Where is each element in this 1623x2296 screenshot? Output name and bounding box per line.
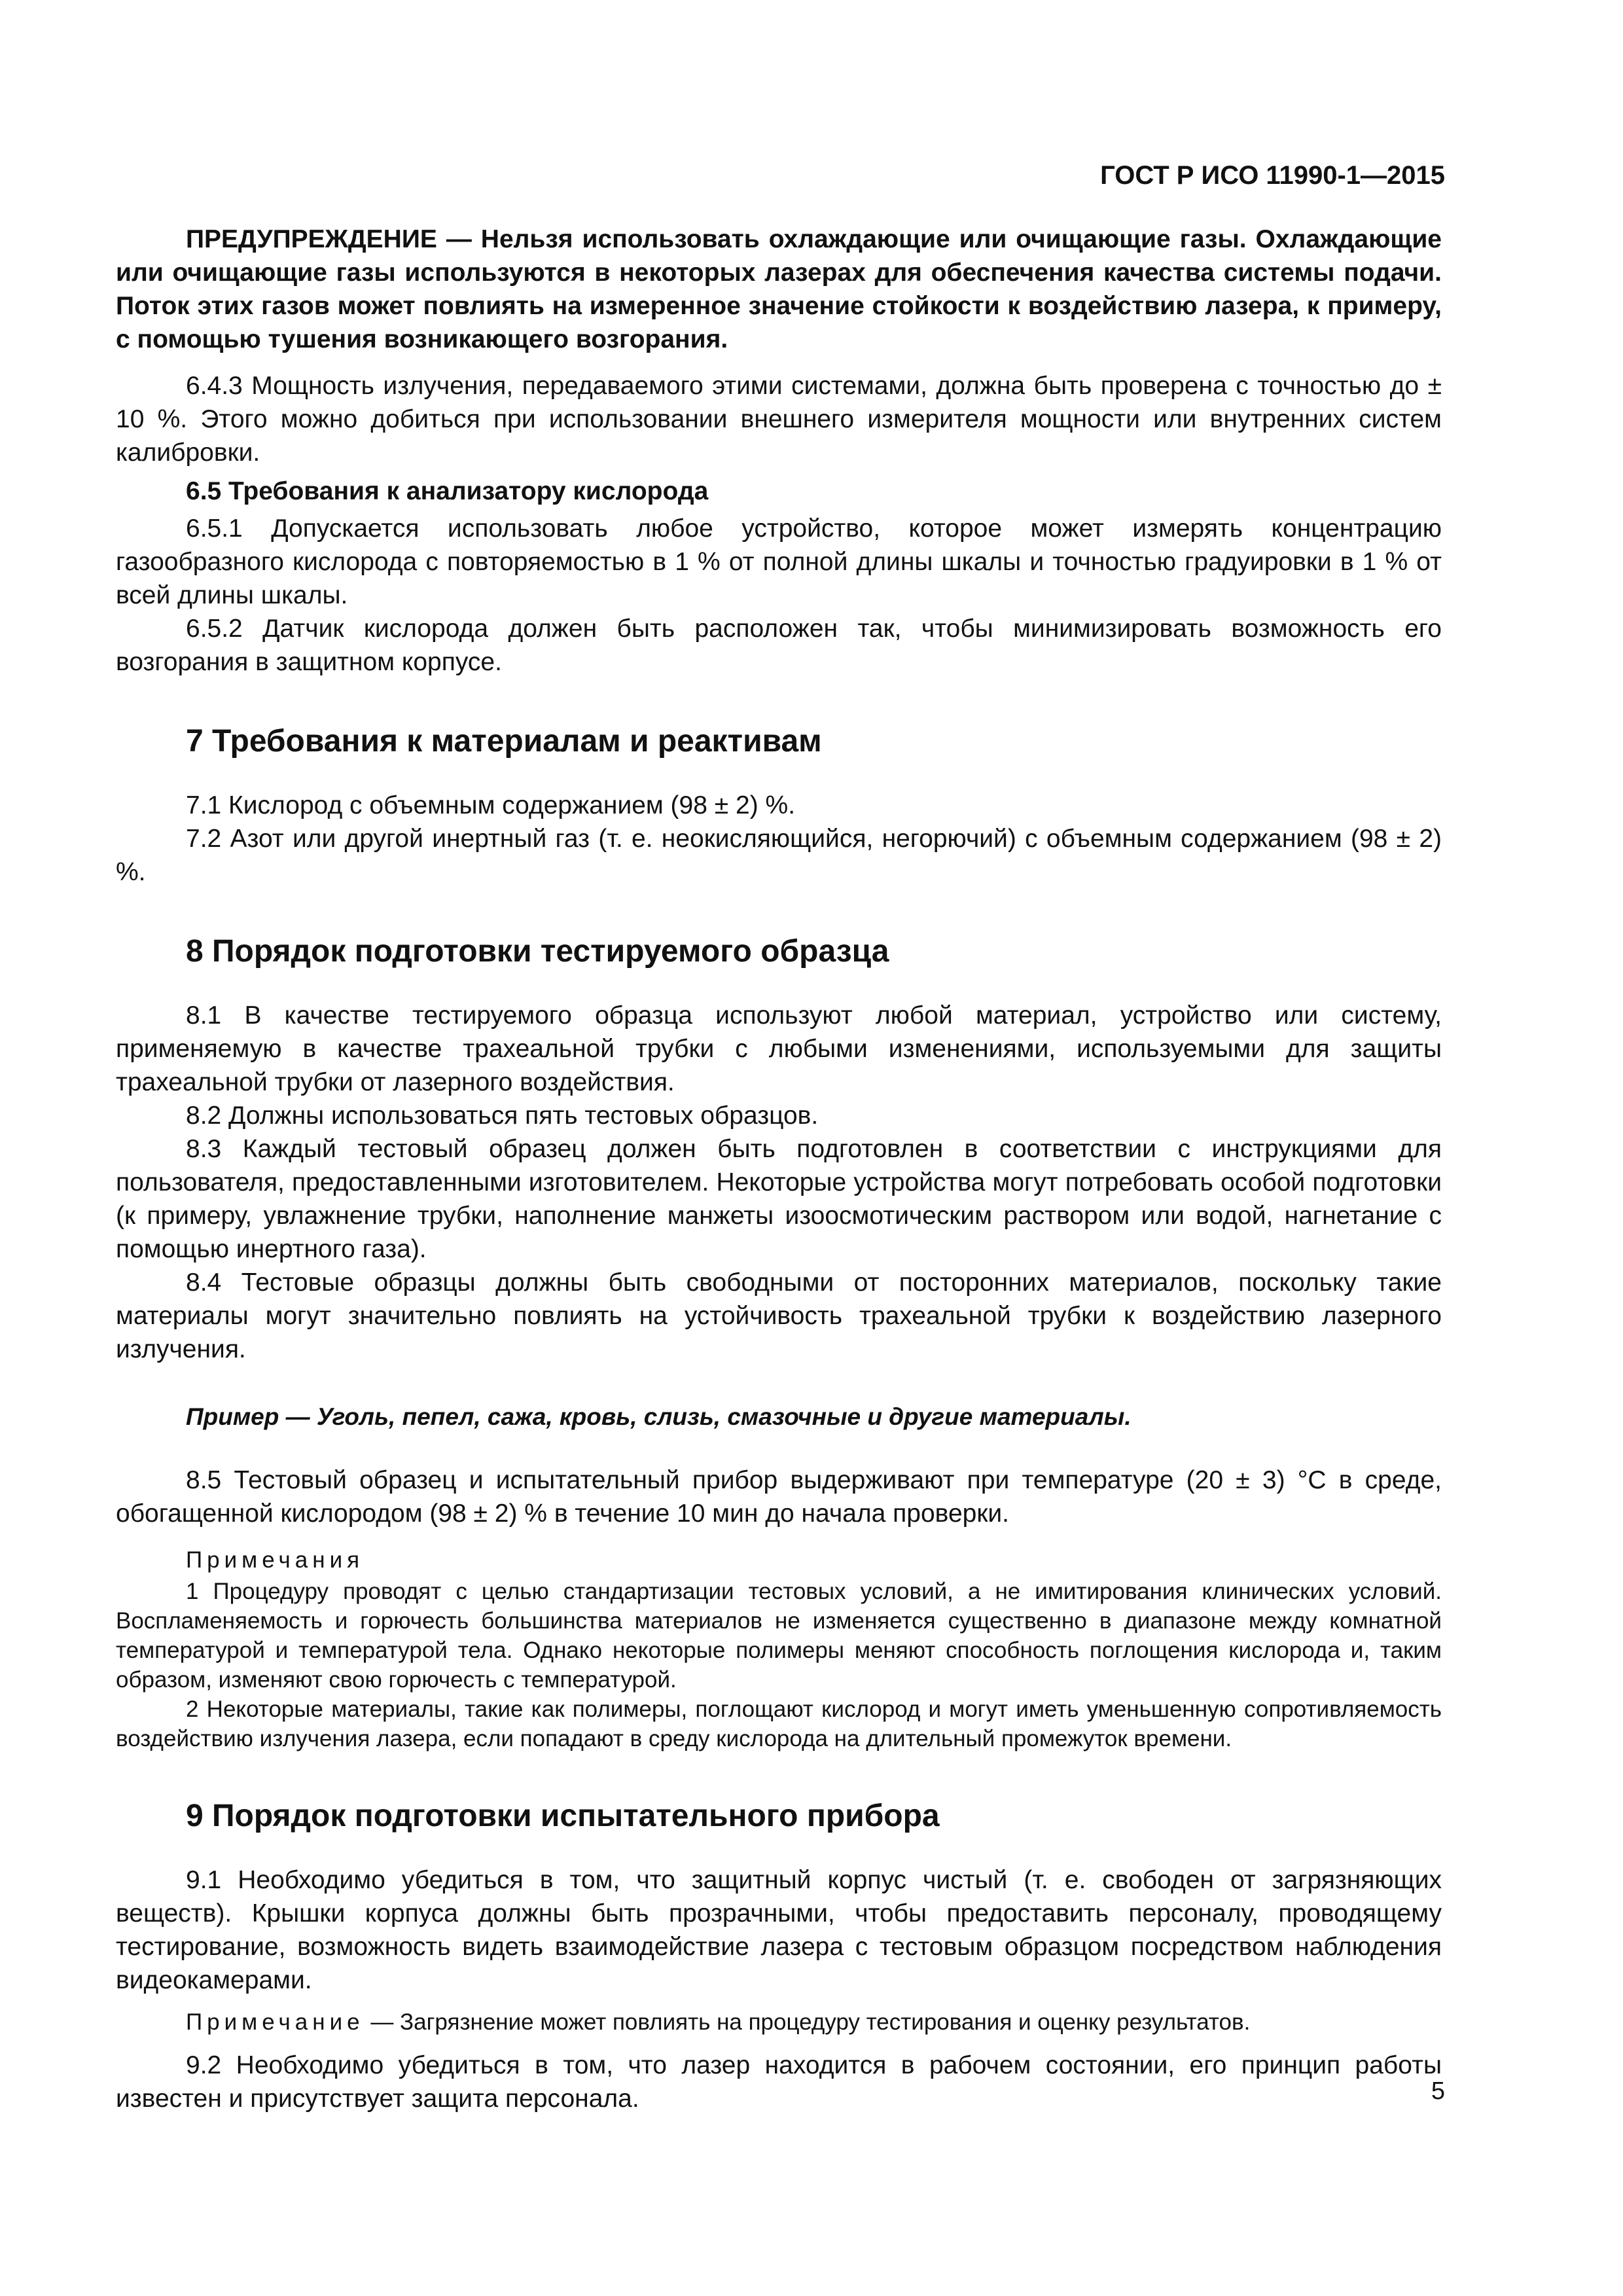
paragraph-8-1: 8.1 В качестве тестируемого образца используют любой материал, устройство или систему, применяемую в качестве трахеальной трубки с любыми изменениями, используемыми для защиты трахеальной трубки от лазерного воздействия. [116, 1001, 1442, 1096]
paragraph-7-2: 7.2 Азот или другой инертный газ (т. е. неокисляющийся, негорючий) с объемным содержанием (98 ± 2) %. [116, 825, 1442, 886]
paragraph-8-3: 8.3 Каждый тестовый образец должен быть подготовлен в соответствии с инструкциями для пользователя, предоставленными изготовителем. Некоторые устройства могут потребовать особой подготовки (к примеру, увлажнение трубки, наполнение манжеты изоосмотическим раствором или водой, нагнетание с помощью инертного газа). [116, 1135, 1442, 1263]
paragraph-9-1: 9.1 Необходимо убедиться в том, что защитный корпус чистый (т. е. свободен от загрязняющих веществ). Крышки корпуса должны быть прозрачными, чтобы предоставить персоналу, проводящему тестирование, возможность видеть взаимодействие лазера с тестовым образцом посредством наблюдения видеокамерами. [116, 1866, 1442, 1994]
paragraph-6-4-3: 6.4.3 Мощность излучения, передаваемого этими системами, должна быть проверена с точностью до ± 10 %. Этого можно добиться при использовании внешнего измерителя мощности или внутренних систем калибровки. [116, 372, 1442, 467]
note-1: 1 Процедуру проводят с целью стандартизации тестовых условий, а не имитирования клинических условий. Воспламеняемость и горючесть большинства материалов не изменяется существенно в диапазоне между комнатной температурой и температурой тела. Однако некоторые полимеры меняют способность поглощения кислорода и, таким образом, изменяют свою горючесть с температурой. [116, 1579, 1442, 1693]
notes-title: Примечания [186, 1547, 365, 1573]
single-note [116, 2007, 1442, 2037]
single-note-label: Примечание [186, 2009, 365, 2035]
paragraph-8-5: 8.5 Тестовый образец и испытательный прибор выдерживают при температуре (20 ± 3) °С в среде, обогащенной кислородом (98 ± 2) % в течение 10 мин до начала проверки. [116, 1466, 1442, 1528]
paragraph-8-2: 8.2 Должны использоваться пять тестовых образцов. [186, 1102, 819, 1130]
section-heading-9: 9 Порядок подготовки испытательного прибора [186, 1799, 940, 1833]
paragraph-7-1: 7.1 Кислород с объемным содержанием (98 ± 2) %. [186, 791, 796, 819]
single-note-text: — Загрязнение может повлиять на процедуру тестирования и оценку результатов. [364, 2009, 1251, 2035]
document-body [116, 223, 1442, 2115]
subheading-6-5: 6.5 Требования к анализатору кислорода [186, 477, 709, 505]
document-id-header: ГОСТ Р ИСО 11990-1—2015 [1100, 161, 1445, 190]
paragraph-6-5-2: 6.5.2 Датчик кислорода должен быть расположен так, чтобы минимизировать возможность его возгорания в защитном корпусе. [116, 615, 1442, 676]
note-2: 2 Некоторые материалы, такие как полимеры, поглощают кислород и могут иметь уменьшенную сопротивляемость воздействию излучения лазера, если попадают в среду кислорода на длительный промежуток времени. [116, 1696, 1442, 1751]
paragraph-6-5-1: 6.5.1 Допускается использовать любое устройство, которое может измерять концентрацию газообразного кислорода с повторяемостью в 1 % от полной длины шкалы и точностью градуировки в 1 % от всей длины шкалы. [116, 514, 1442, 609]
paragraph-8-4: 8.4 Тестовые образцы должны быть свободными от посторонних материалов, поскольку такие материалы могут значительно повлиять на устойчивость трахеальной трубки к воздействию лазерного излучения. [116, 1268, 1442, 1363]
section-heading-7: 7 Требования к материалам и реактивам [186, 724, 822, 759]
section-heading-8: 8 Порядок подготовки тестируемого образца [186, 934, 889, 969]
page-number: 5 [1431, 2077, 1445, 2105]
example-line: Пример — Уголь, пепел, сажа, кровь, слизь, смазочные и другие материалы. [186, 1403, 1132, 1430]
paragraph-9-2: 9.2 Необходимо убедиться в том, что лазер находится в рабочем состоянии, его принцип работы известен и присутствует защита персонала. [116, 2051, 1442, 2113]
warning-paragraph: ПРЕДУПРЕЖДЕНИЕ — Нельзя использовать охлаждающие или очищающие газы. Охлаждающие или очищающие газы используются в некоторых лазерах для обеспечения качества системы подачи. Поток этих газов может повлиять на измеренное значение стойкости к воздействию лазера, к примеру, с помощью тушения возникающего возгорания. [116, 225, 1442, 353]
